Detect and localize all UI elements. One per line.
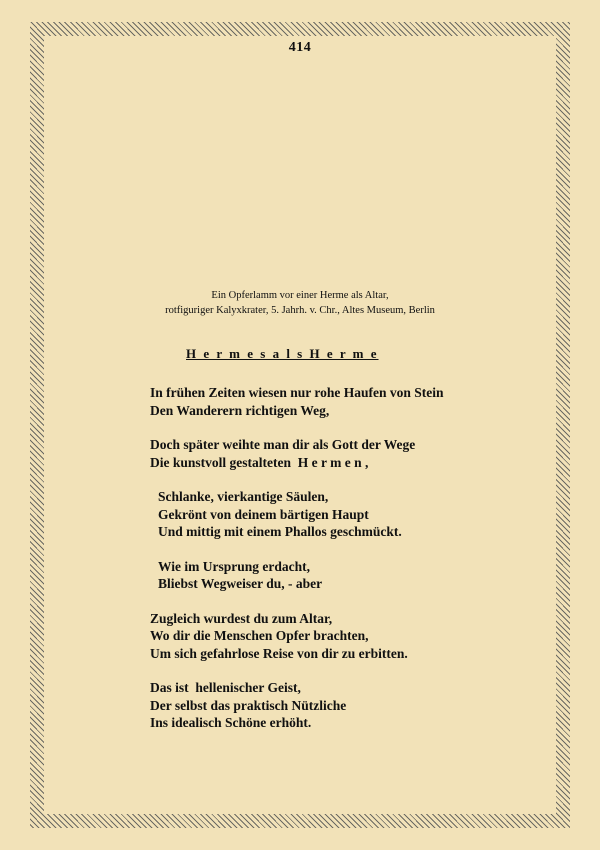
- poem-line: Um sich gefahrlose Reise von dir zu erbitten.: [150, 645, 408, 661]
- poem-line: Und mittig mit einem Phallos geschmückt.: [158, 524, 402, 539]
- poem-line: Wo dir die Menschen Opfer brachten,: [150, 628, 369, 643]
- poem-line: Das ist hellenischer Geist,: [150, 680, 301, 695]
- poem-stanza: [150, 384, 556, 419]
- poem-line: Die kunstvoll gestalteten H e r m e n ,: [150, 454, 369, 470]
- poem-line: Ins idealisch Schöne erhöht.: [150, 715, 312, 730]
- poem-stanza: [150, 679, 556, 732]
- poem-stanza: [150, 558, 556, 593]
- poem-line: Gekrönt von deinem bärtigen Haupt: [158, 506, 369, 522]
- caption-line-1: Ein Opferlamm vor einer Herme als Altar,: [211, 290, 389, 301]
- poem-line: Der selbst das praktisch Nützliche: [150, 697, 347, 713]
- poem-stanza: [150, 488, 556, 541]
- figure-caption: [44, 288, 556, 318]
- poem-line: Schlanke, vierkantige Säulen,: [158, 489, 329, 504]
- poem-stanza: [150, 610, 556, 663]
- poem-block: [44, 346, 556, 732]
- poem-line: In frühen Zeiten wiesen nur rohe Haufen von Stein: [150, 385, 444, 400]
- page-number: 414: [288, 40, 312, 55]
- page-content: [44, 34, 556, 816]
- poem-line: Bliebst Wegweiser du, - aber: [158, 576, 323, 591]
- poem-line: Doch später weihte man dir als Gott der Wege: [150, 437, 416, 452]
- poem-line: Zugleich wurdest du zum Altar,: [150, 610, 333, 626]
- poem-line: Wie im Ursprung erdacht,: [158, 558, 310, 574]
- poem-title: H e r m e s a l s H e r m e: [186, 346, 379, 361]
- caption-line-2: rotfiguriger Kalyxkrater, 5. Jahrh. v. Chr., Altes Museum, Berlin: [165, 305, 435, 316]
- poem-stanza: [150, 436, 556, 471]
- poem-line: Den Wanderern richtigen Weg,: [150, 402, 330, 418]
- illustration-area: [44, 56, 556, 286]
